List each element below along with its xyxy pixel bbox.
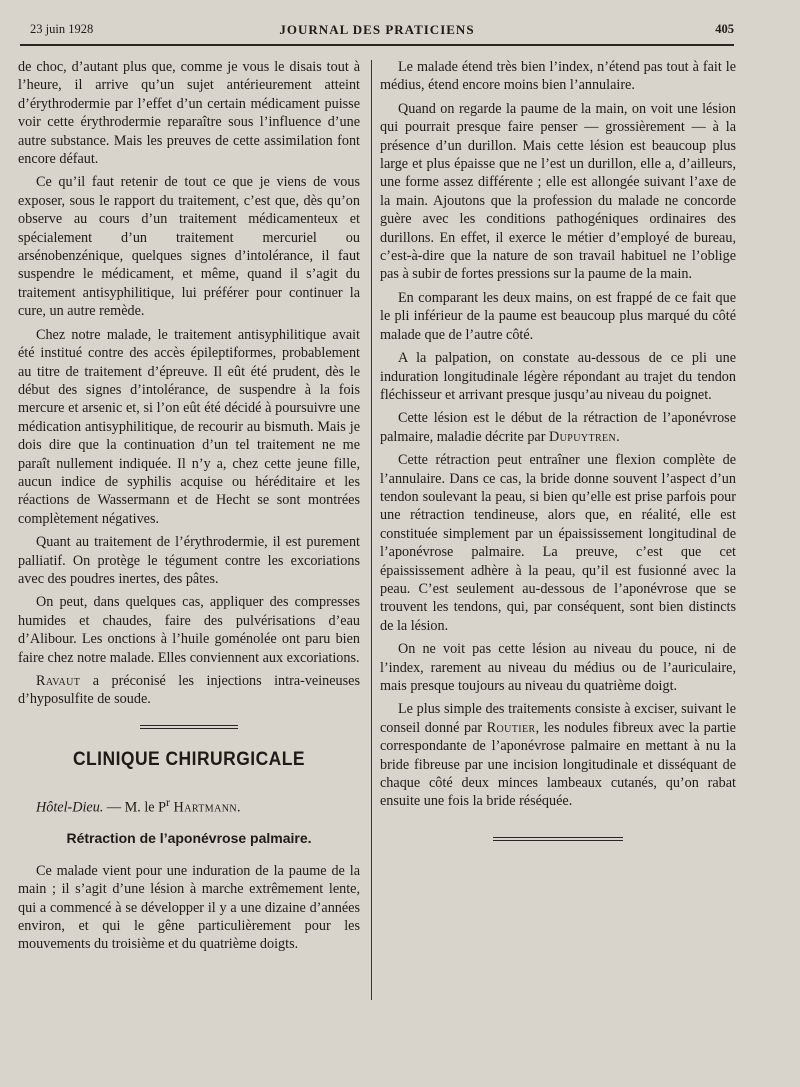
- right-column: [380, 58, 736, 855]
- paragraph-text: a préconisé les injections intra-veineuses d’hyposulfite de soude.: [18, 673, 360, 708]
- left-column: [18, 58, 360, 959]
- paragraph-dupuytren: [380, 409, 736, 446]
- paragraph-text: Cette lésion est le début de la rétraction de l’aponévrose palmaire, maladie décrite par: [380, 410, 736, 445]
- section-heading: CLINIQUE CHIRURGICALE: [72, 748, 306, 770]
- paragraph: On ne voit pas cette lésion au niveau du pouce, ni de l’index, rarement au niveau du médius ou de l’auriculaire, mais presque toujours au niveau du quatrième doigt.: [380, 641, 736, 694]
- paragraph-routier: [380, 700, 736, 810]
- paragraph: Le malade étend très bien l’index, n’étend pas tout à fait le médius, étend encore moins bien l’annulaire.: [380, 59, 736, 94]
- paragraph-text: , les nodules fibreux avec la partie correspondante de l’aponévrose palmaire en mettant à nu la bride fibreuse par une incision longitudinale et disséquant de chaque côté deux minces lambeaux cutanés, qu’on rabat ensuite une fois la bride réséquée.: [380, 719, 736, 810]
- section-separator: [140, 725, 238, 729]
- column-divider: [371, 60, 372, 1000]
- clinic-dash: — M. le P: [103, 799, 167, 816]
- case-title: Rétraction de l’aponévrose palmaire.: [66, 830, 312, 847]
- author-name: Dupuytren.: [548, 428, 621, 445]
- paragraph-text: Le plus simple des traitements consiste à exciser, suivant le conseil donné par: [380, 701, 736, 736]
- author-name: Ravaut: [36, 673, 81, 689]
- page-header: [20, 18, 734, 46]
- header-page-number: 405: [715, 22, 734, 36]
- end-separator: [493, 837, 623, 841]
- clinic-professor-name: Hartmann.: [173, 799, 241, 816]
- paragraph: Ce malade vient pour une induration de la paume de la main ; il s’agit d’une lésion à marche extrêmement lente, qui a commencé à se développer il y a une dizaine d’années environ, et qui le gêne particulièrement pour les mouvements du troisième et du quatrième doigts.: [18, 862, 360, 953]
- paragraph: Ce qu’il faut retenir de tout ce que je viens de vous exposer, sous le rapport du traitement, c’est que, dès qu’on observe au cours d’un traitement médicamenteux et spécialement d’un traitement mercuriel ou arsénobenzénique, quelques signes d’intolérance, il faut suspendre le médicament, et même, quand il s’agit du traitement antisyphilitique, lui préférer pour continuer la cure, un autre remède.: [18, 174, 360, 320]
- paragraph: A la palpation, on constate au-dessous de ce pli une induration longitudinale légère répondant au trajet du tendon fléchisseur et arrivant presque jusqu’au niveau du poignet.: [380, 350, 736, 403]
- clinic-place: Hôtel-Dieu.: [36, 799, 104, 816]
- paragraph: de choc, d’autant plus que, comme je vous le disais tout à l’heure, il arrive qu’un sujet antérieurement atteint d’érythrodermie par l’effet d’un certain médicament puisse voir cette érythrodermie reparaître sous l’influence d’une autre substance. Mais les preuves de cette assimilation font encore défaut.: [18, 59, 360, 168]
- paragraph-ravaut: [18, 672, 360, 709]
- header-date: 23 juin 1928: [30, 22, 94, 36]
- author-name: Routier: [486, 719, 536, 736]
- header-journal-title: JOURNAL DES PRATICIENS: [279, 22, 475, 37]
- paragraph: Quant au traitement de l’érythrodermie, il est purement palliatif. On protège le tégument contre les excoriations avec des poudres inertes, des pâtes.: [18, 534, 360, 587]
- paragraph: En comparant les deux mains, on est frappé de ce fait que le pli inférieur de la paume est beaucoup plus marqué du côté malade que de l’autre côté.: [380, 289, 736, 343]
- paragraph: Cette rétraction peut entraîner une flexion complète de l’annulaire. Dans ce cas, la bride donne souvent l’aspect d’un tendon soulevant la peau, si bien qu’elle est prise parfois pour une rétraction tendineuse, alors que, en réalité, elle est constituée simplement par un épaississement longitudinal de l’aponévrose palmaire. La preuve, c’est que cet épaississement adhère à la peau, qu’il est fusionné avec la peau. C’est seulement au-dessous de l’aponévrose que se trouvent les tendons, qui, par conséquent, sont bien distincts de la lésion.: [380, 452, 736, 634]
- paragraph: Chez notre malade, le traitement antisyphilitique avait été institué contre des accès épileptiformes, probablement au titre de traitement d’épreuve. Il eût été prudent, dès le début des signes d’intolérance, de suspendre à la fois mercure et arsenic et, si l’on eût été décidé à poursuivre une médication antisyphilitique, de recourir au bismuth. Mais je dois dire que la continuation d’un tel traitement ne me paraît nullement indiquée. Il n’y a, chez cette jeune fille, aucun indice de syphilis acquise ou héréditaire et les réactions de Wassermann et de Hecht se sont montrées complètement négatives.: [18, 326, 360, 527]
- paragraph: On peut, dans quelques cas, appliquer des compresses humides et chaudes, faire des pulvérisations d’eau d’Alibour. Les onctions à l’huile goménolée ont paru bien faire chez notre malade. Elles conviennent aux excoriations.: [18, 594, 360, 666]
- clinic-attribution: [18, 793, 360, 817]
- paragraph: Quand on regarde la paume de la main, on voit une lésion qui pourrait presque faire penser — grossièrement — à la présence d’un durillon. Mais cette lésion est beaucoup plus large et plus épaisse que ne l’est un durillon, elle a, d’ailleurs, une forme assez différente ; elle est allongée suivant l’axe de la main. Ajoutons que la profession du malade ne concorde guère avec les conditions pathogéniques ordinaires des durillons. En effet, il exerce le métier d’employé de bureau, c’est-à-dire que la nature de son travail habituel ne l’oblige pas à subir de fortes pressions sur la paume de la main.: [380, 100, 736, 283]
- clinic-title-sup: r: [166, 795, 170, 810]
